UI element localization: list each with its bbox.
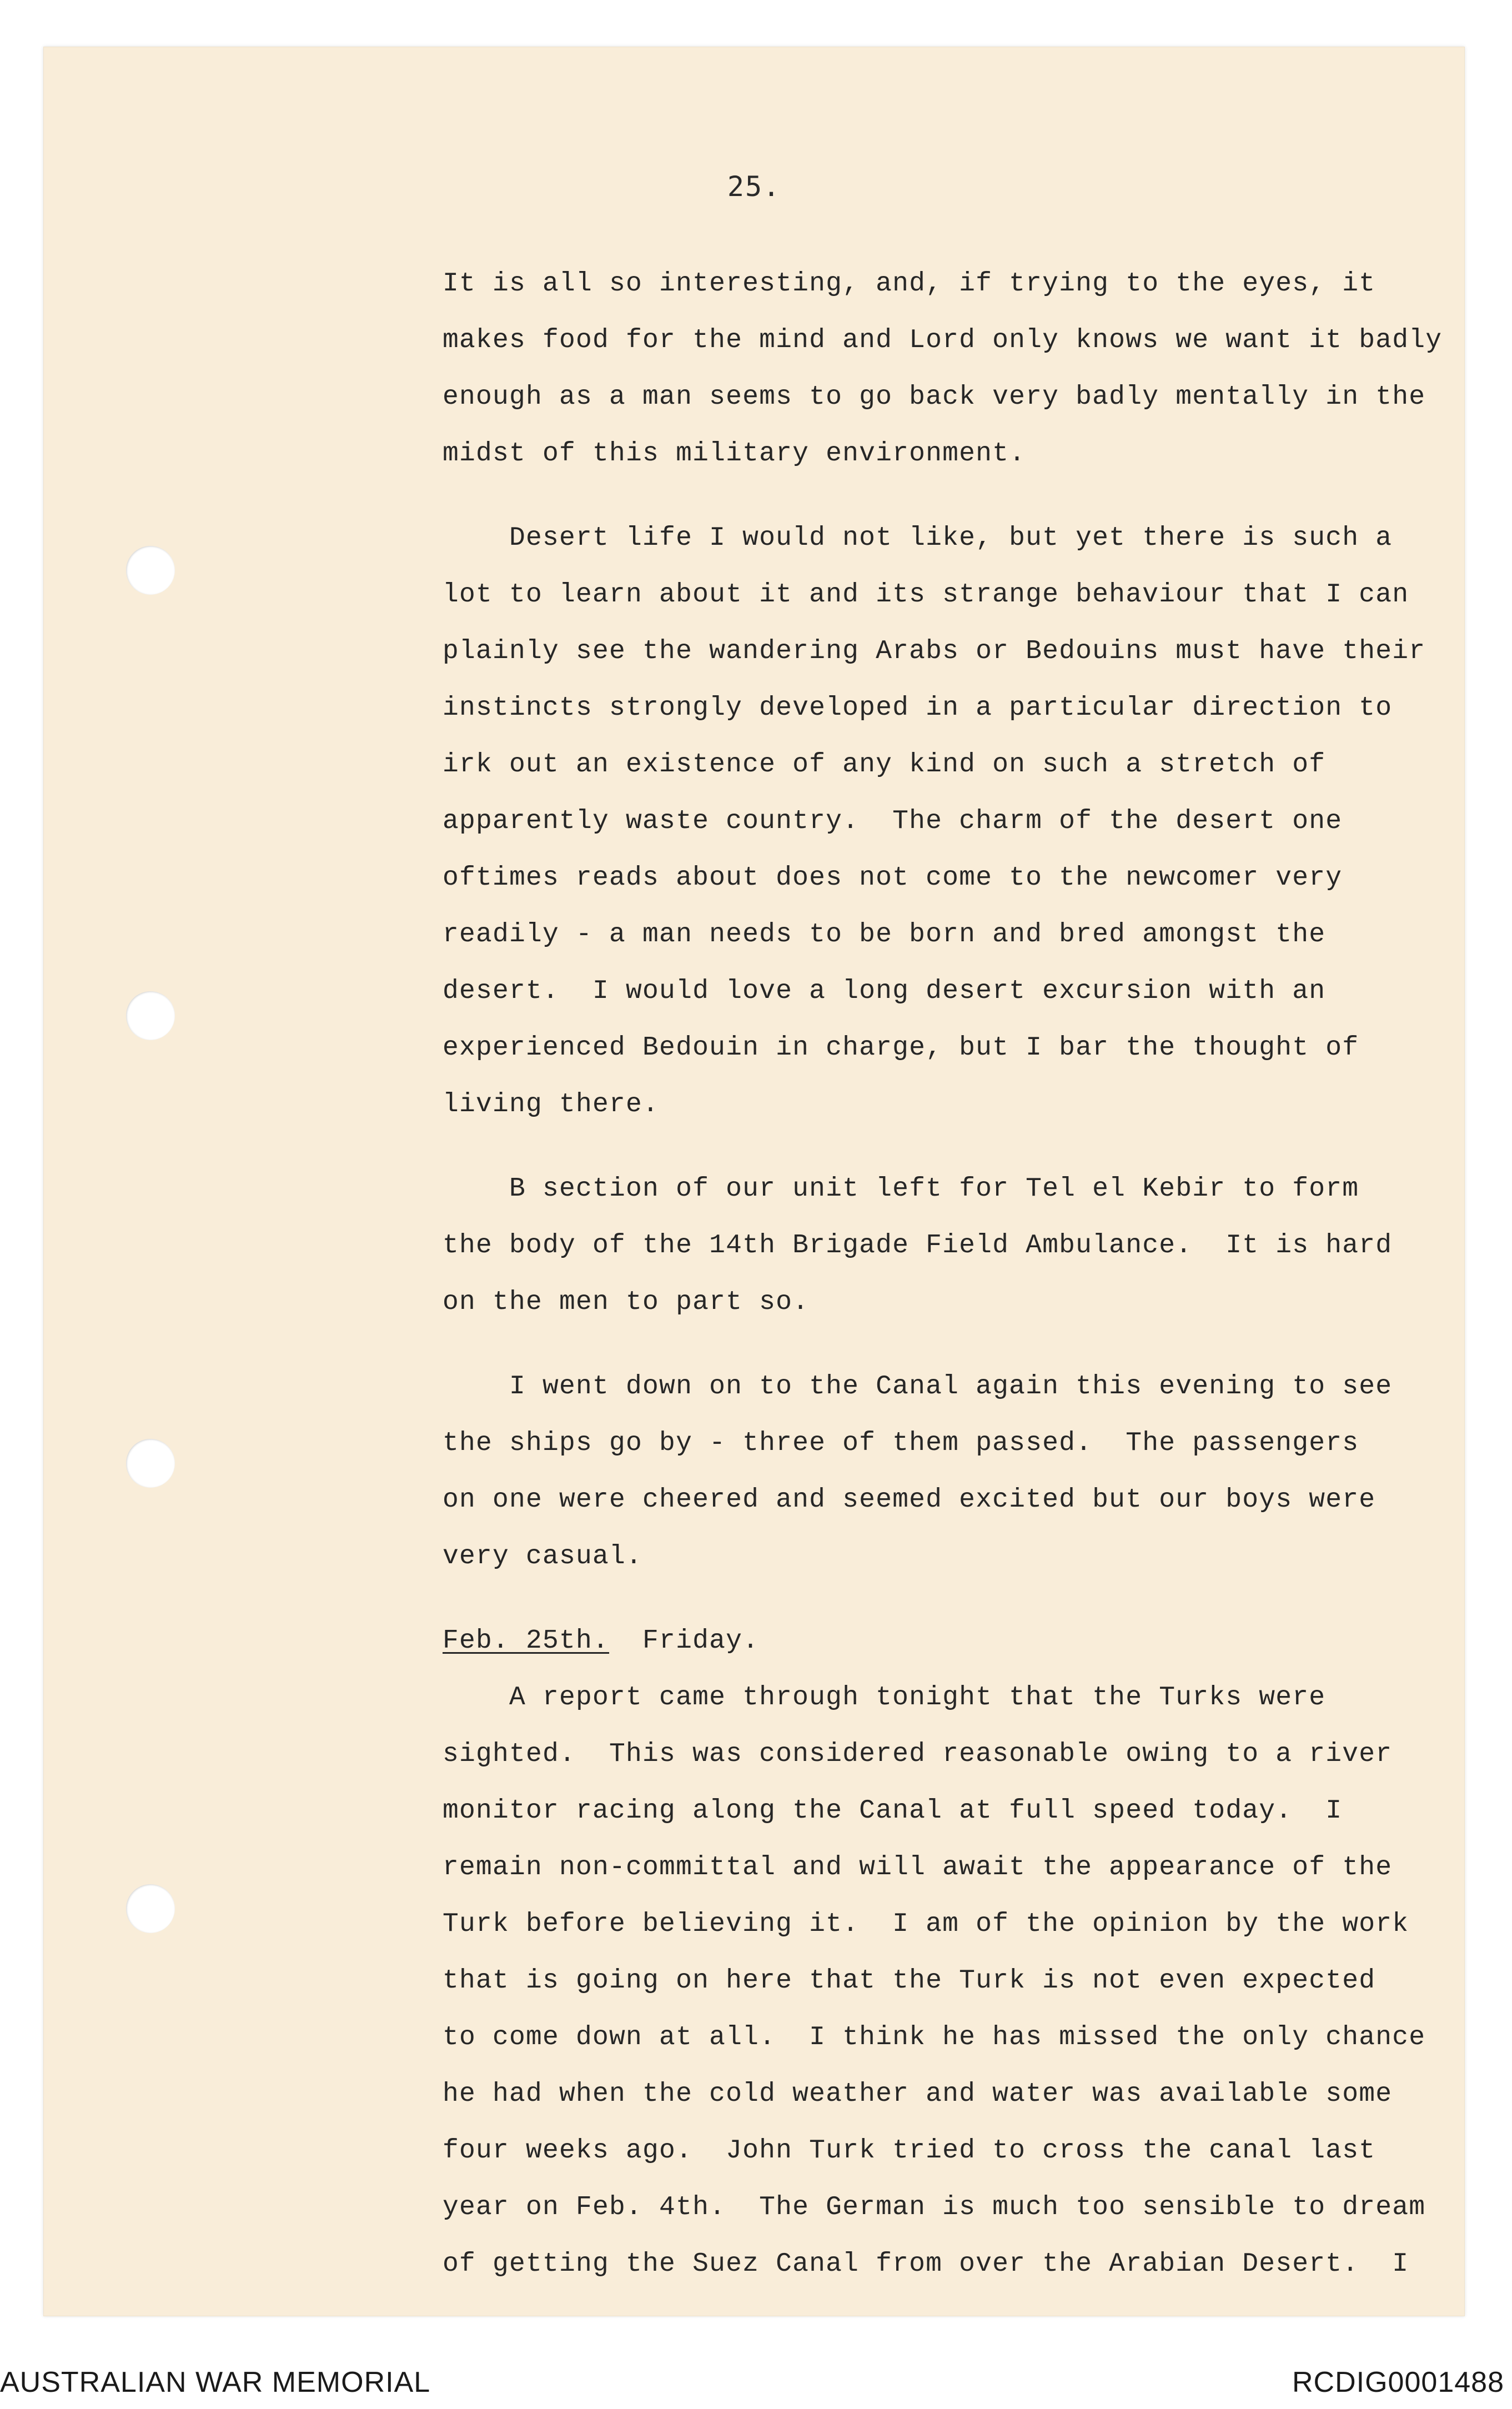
text-line: experienced Bedouin in charge, but I bar the thought of bbox=[443, 1033, 1359, 1063]
text-line: Desert life I would not like, but yet there is such a bbox=[443, 523, 1393, 553]
text-line: year on Feb. 4th. The German is much too sensible to dream bbox=[443, 2192, 1426, 2222]
punch-hole bbox=[126, 546, 175, 595]
paragraph-gap bbox=[443, 1585, 1486, 1613]
text-line: midst of this military environment. bbox=[443, 439, 1026, 469]
text-line: sighted. This was considered reasonable owing to a river bbox=[443, 1739, 1393, 1769]
text-line: on one were cheered and seemed excited but our boys were bbox=[443, 1485, 1376, 1515]
text-line: instincts strongly developed in a particular direction to bbox=[443, 693, 1393, 723]
text-line: four weeks ago. John Turk tried to cross the canal last bbox=[443, 2136, 1376, 2166]
text-line: remain non-committal and will await the appearance of the bbox=[443, 1853, 1393, 1883]
text-line: that is going on here that the Turk is not even expected bbox=[443, 1966, 1376, 1996]
text-line: he had when the cold weather and water was available some bbox=[443, 2079, 1393, 2109]
document-page bbox=[43, 47, 1465, 2316]
punch-hole bbox=[126, 1884, 175, 1933]
text-line: the body of the 14th Brigade Field Ambulance. It is hard bbox=[443, 1231, 1393, 1261]
text-line: on the men to part so. bbox=[443, 1287, 810, 1317]
entry-date: Feb. 25th. bbox=[443, 1626, 610, 1656]
footer-identifier: RCDIG0001488 bbox=[1292, 2366, 1504, 2398]
text-line: very casual. bbox=[443, 1542, 643, 1572]
punch-hole bbox=[126, 1439, 175, 1488]
paragraph-gap bbox=[443, 1133, 1486, 1161]
text-line: living there. bbox=[443, 1090, 660, 1120]
text-line: apparently waste country. The charm of the desert one bbox=[443, 806, 1343, 836]
text-line: desert. I would love a long desert excursion with an bbox=[443, 976, 1326, 1006]
entry-heading bbox=[443, 1613, 1486, 1669]
text-line: It is all so interesting, and, if trying to the eyes, it bbox=[443, 269, 1376, 299]
text-line: the ships go by - three of them passed. The passengers bbox=[443, 1428, 1359, 1458]
text-line: A report came through tonight that the Turks were bbox=[443, 1683, 1326, 1713]
text-line: enough as a man seems to go back very badly mentally in the bbox=[443, 382, 1426, 412]
typed-text bbox=[443, 255, 1486, 2292]
text-line: Turk before believing it. I am of the opinion by the work bbox=[443, 1909, 1409, 1939]
text-line: of getting the Suez Canal from over the Arabian Desert. I bbox=[443, 2249, 1409, 2279]
text-line: B section of our unit left for Tel el Kebir to form bbox=[443, 1174, 1359, 1204]
text-line: to come down at all. I think he has missed the only chance bbox=[443, 2022, 1426, 2052]
text-line: oftimes reads about does not come to the newcomer very bbox=[443, 863, 1343, 893]
text-line: monitor racing along the Canal at full speed today. I bbox=[443, 1796, 1343, 1826]
entry-day: Friday. bbox=[609, 1626, 760, 1656]
paragraph-gap bbox=[443, 482, 1486, 510]
page-number: 25. bbox=[727, 170, 781, 203]
text-line: plainly see the wandering Arabs or Bedouins must have their bbox=[443, 636, 1426, 666]
text-line: readily - a man needs to be born and bred amongst the bbox=[443, 920, 1326, 950]
paragraph-gap bbox=[443, 1331, 1486, 1358]
text-line: lot to learn about it and its strange behaviour that I can bbox=[443, 580, 1409, 610]
punch-hole bbox=[126, 991, 175, 1040]
text-line: I went down on to the Canal again this evening to see bbox=[443, 1372, 1393, 1402]
text-line: makes food for the mind and Lord only knows we want it badly bbox=[443, 325, 1443, 355]
footer-source: AUSTRALIAN WAR MEMORIAL bbox=[0, 2366, 431, 2398]
text-line: irk out an existence of any kind on such a stretch of bbox=[443, 750, 1326, 780]
